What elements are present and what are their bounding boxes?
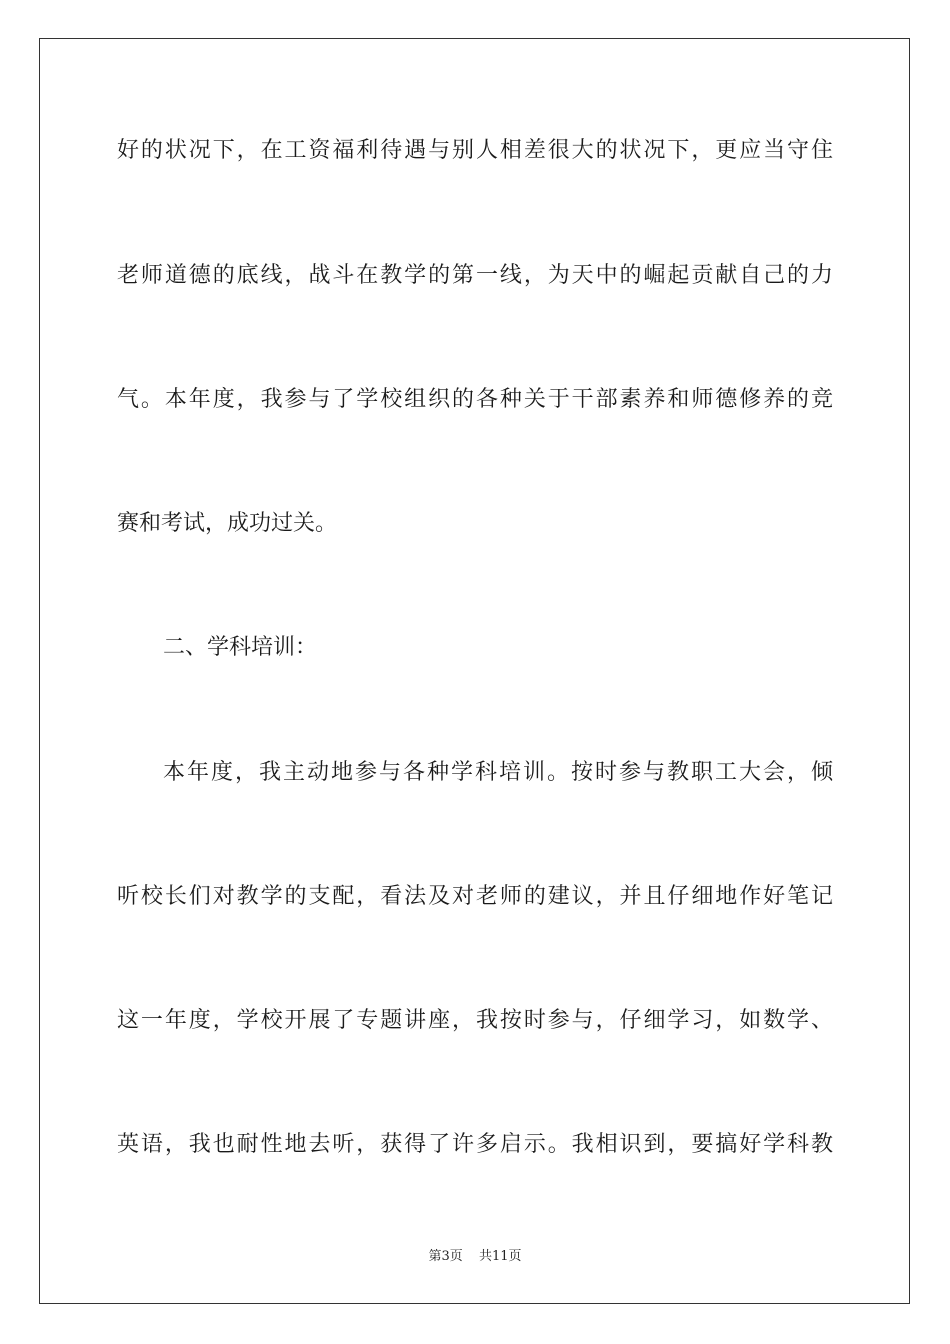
body-line-6: 本年度，我主动地参与各种学科培训。按时参与教职工大会，倾 <box>163 760 833 785</box>
body-line-7: 听校长们对教学的支配，看法及对老师的建议，并且仔细地作好笔记 <box>117 884 833 909</box>
section-heading: 二、学科培训： <box>163 635 318 660</box>
body-line-3: 气。本年度，我参与了学校组织的各种关于干部素养和师德修养的竞 <box>117 387 833 412</box>
body-line-4: 赛和考试，成功过关。 <box>117 511 338 536</box>
page-number: 第3页 <box>428 1249 463 1264</box>
body-line-2: 老师道德的底线，战斗在教学的第一线，为天中的崛起贡献自己的力 <box>117 263 833 288</box>
body-line-9: 英语，我也耐性地去听，获得了许多启示。我相识到，要搞好学科教 <box>117 1132 833 1157</box>
page-footer <box>0 1248 950 1266</box>
body-line-1: 好的状况下，在工资福利待遇与别人相差很大的状况下，更应当守住 <box>117 138 833 163</box>
page-frame <box>39 38 910 1304</box>
body-line-8: 这一年度，学校开展了专题讲座，我按时参与，仔细学习，如数学、 <box>117 1008 833 1033</box>
page-total: 共11页 <box>478 1249 522 1264</box>
